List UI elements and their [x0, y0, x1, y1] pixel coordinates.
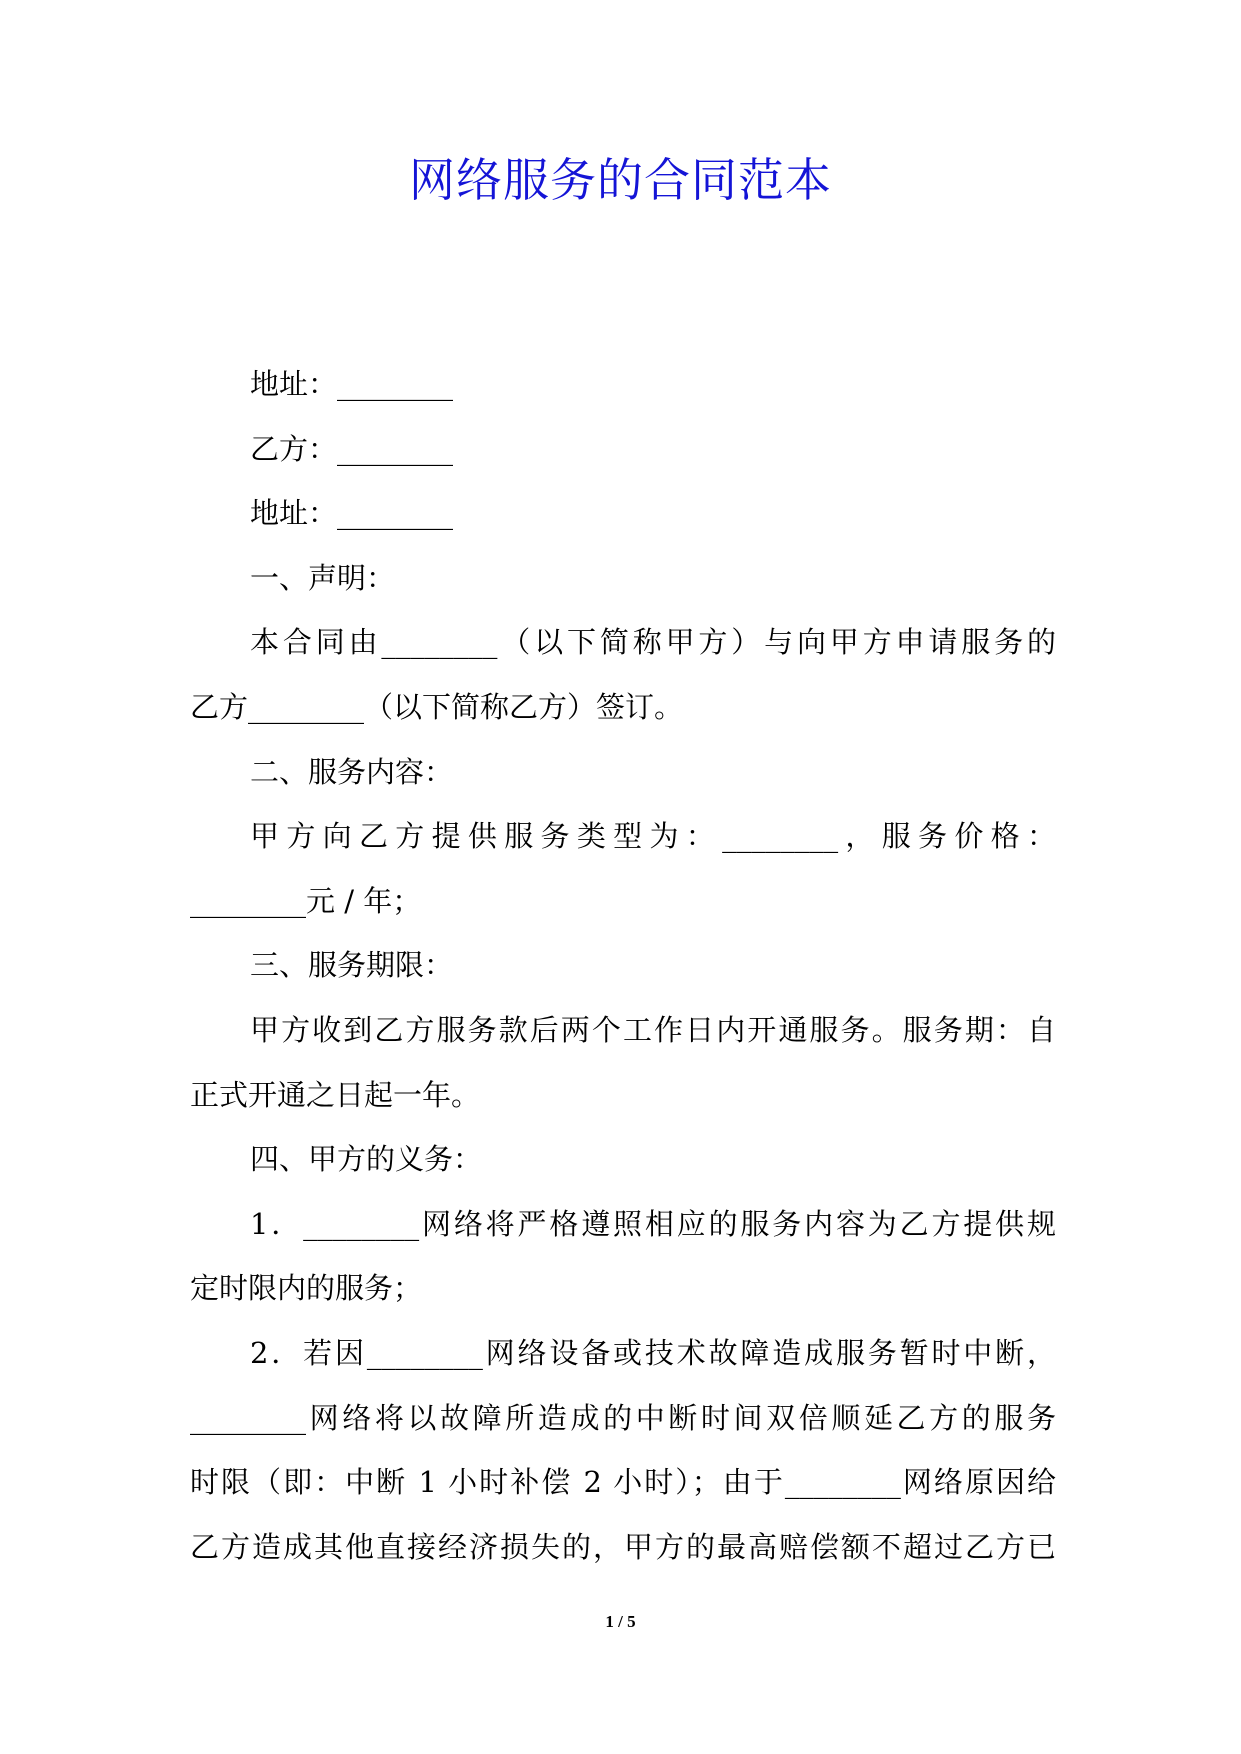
- paragraph-line: 乙方造成其他直接经济损失的，甲方的最高赔偿额不超过乙方已: [190, 1529, 1056, 1564]
- paragraph-line: 乙方________（以下简称乙方）签订。: [190, 689, 684, 724]
- section-heading: 一、声明：: [250, 560, 396, 595]
- paragraph-line: 甲方向乙方提供服务类型为：________，服务价格：: [250, 819, 1056, 854]
- paragraph-line: 正式开通之日起一年。: [190, 1077, 481, 1112]
- paragraph-line: 本合同由________（以下简称甲方）与向甲方申请服务的: [250, 625, 1056, 660]
- paragraph-line: ________元 / 年；: [190, 883, 422, 918]
- document-title: 网络服务的合同范本: [409, 153, 832, 207]
- page-number: 1 / 5: [605, 1612, 636, 1631]
- paragraph-line: 地址：________: [250, 367, 454, 401]
- paragraph-line: 甲方收到乙方服务款后两个工作日内开通服务。服务期：自: [250, 1012, 1056, 1047]
- paragraph-line: 定时限内的服务；: [190, 1271, 423, 1306]
- paragraph-line: ________网络将以故障所造成的中断时间双倍顺延乙方的服务: [190, 1400, 1056, 1435]
- contract-body: [190, 352, 1056, 1579]
- section-heading: 三、服务期限：: [250, 948, 454, 983]
- section-heading: 四、甲方的义务：: [250, 1142, 483, 1177]
- paragraph-line: 2．若因________网络设备或技术故障造成服务暂时中断，: [250, 1335, 1056, 1370]
- section-heading: 二、服务内容：: [250, 754, 454, 789]
- paragraph-line: 地址：________: [250, 496, 454, 531]
- paragraph-line: 1．________网络将严格遵照相应的服务内容为乙方提供规: [250, 1206, 1056, 1241]
- paragraph-line: 时限（即：中断 1 小时补偿 2 小时）；由于________网络原因给: [190, 1465, 1056, 1500]
- paragraph-line: 乙方：________: [250, 431, 454, 466]
